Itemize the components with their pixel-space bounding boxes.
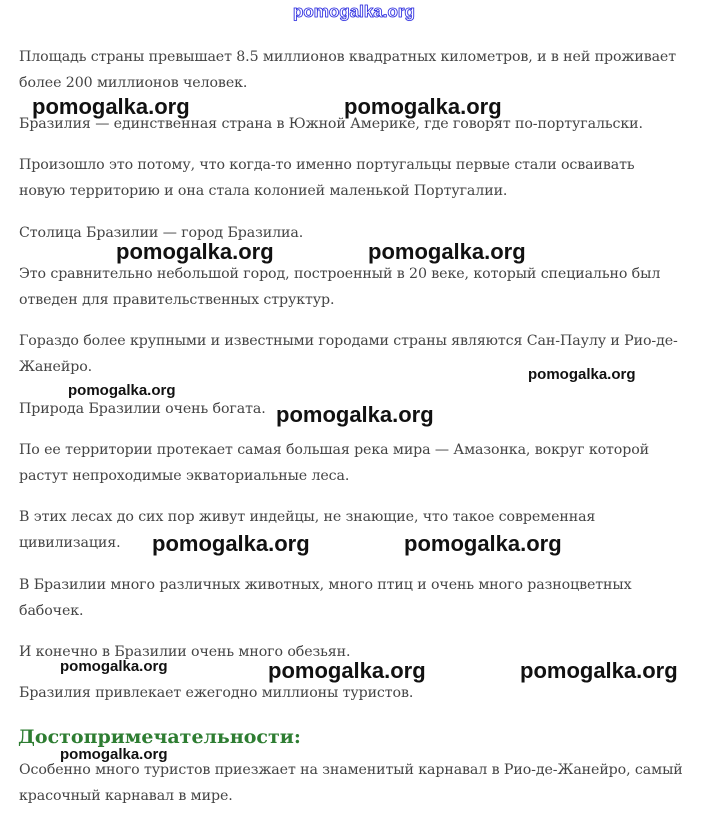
watermark: pomogalka.org [60,658,168,675]
section-heading-sights: Достопримечательности: [18,726,301,748]
watermark: pomogalka.org [68,382,176,399]
watermark: pomogalka.org [368,239,526,264]
paragraph-animals: В Бразилии много различных животных, много птиц и очень много разноцветных бабочек. [19,577,632,619]
paragraph-history: Произошло это потому, что когда-то именно португальцы первые стали осваивать новую территорию и она стала колонией маленькой Португалии. [19,157,635,199]
paragraph-indians: В этих лесах до сих пор живут индейцы, не знающие, что такое современная цивилизация. [19,509,596,551]
paragraph-capital: Столица Бразилии — город Бразилиа. [19,225,304,241]
watermark: pomogalka.org [344,94,502,119]
paragraph-language: Бразилия — единственная страна в Южной Америке, где говорят по-португальски. [19,116,643,132]
watermark-header: pomogalka.org [293,2,415,21]
watermark: pomogalka.org [268,658,426,683]
paragraph-capital-details: Это сравнительно небольшой город, построенный в 20 веке, который специально был отведен для правительственных структур. [19,266,661,308]
watermark: pomogalka.org [116,239,274,264]
watermark: pomogalka.org [528,366,636,383]
watermark: pomogalka.org [32,94,190,119]
paragraph-monkeys: И конечно в Бразилии очень много обезьян. [19,644,351,660]
paragraph-tourists: Бразилия привлекает ежегодно миллионы туристов. [19,685,414,701]
watermark: pomogalka.org [404,531,562,556]
paragraph-carnival: Особенно много туристов приезжает на знаменитый карнавал в Рио-де-Жанейро, самый красочный карнавал в мире. [19,762,683,804]
paragraph-cities: Гораздо более крупными и известными городами страны являются Сан-Паулу и Рио-де-Жанейро. [19,333,678,375]
paragraph-nature: Природа Бразилии очень богата. [19,401,266,417]
watermark: pomogalka.org [520,658,678,683]
paragraph-area: Площадь страны превышает 8.5 миллионов квадратных километров, и в ней проживает более 200 миллионов человек. [19,49,676,91]
watermark: pomogalka.org [60,746,168,763]
paragraph-amazon: По ее территории протекает самая большая река мира — Амазонка, вокруг которой растут непроходимые экваториальные леса. [19,442,649,484]
watermark: pomogalka.org [276,402,434,427]
watermark: pomogalka.org [152,531,310,556]
